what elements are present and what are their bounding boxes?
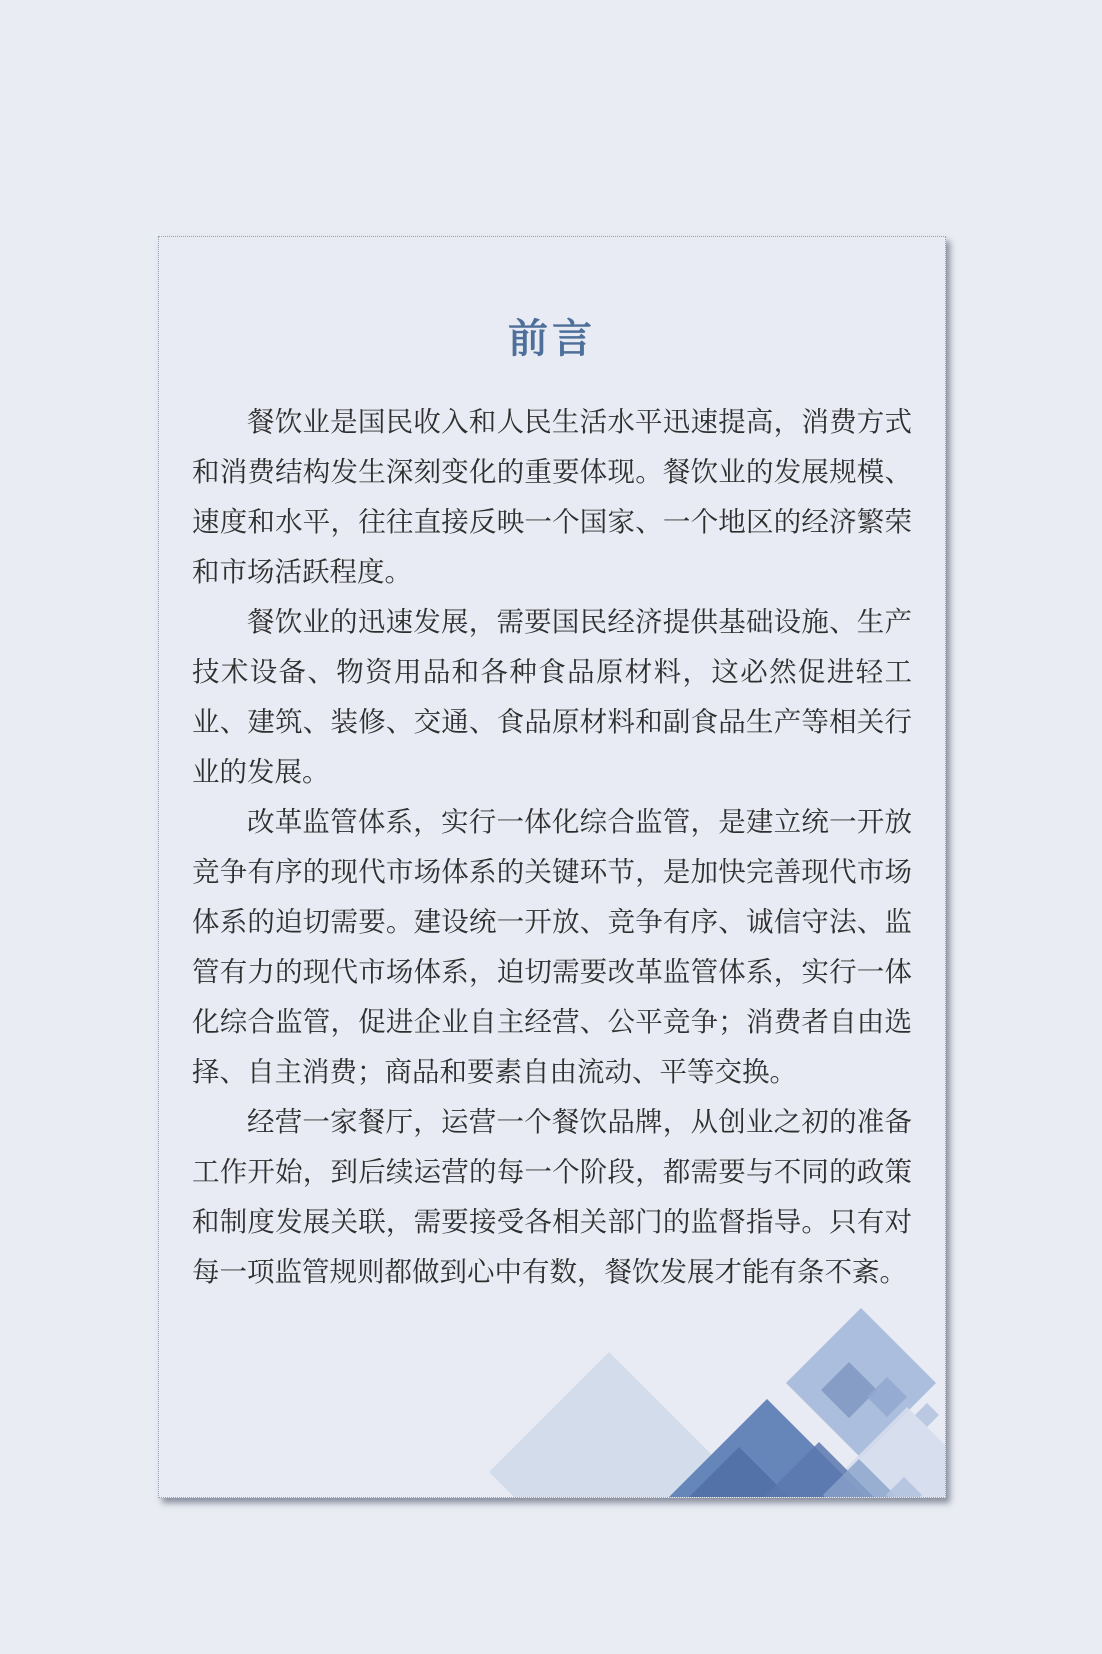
pale-diamond xyxy=(489,1352,729,1497)
paragraph-3: 改革监管体系，实行一体化综合监管，是建立统一开放竞争有序的现代市场体系的关键环节，是加快完善现代市场体系的迫切需要。建设统一开放、竞争有序、诚信守法、监管有力的现代市场体系，迫切需要改革监管体系，实行一体化综合监管，促进企业自主经营、公平竞争；消费者自由选择、自主消费；商品和要素自由流动、平等交换。 xyxy=(192,806,912,1088)
light-diamond-top xyxy=(786,1308,936,1458)
dark-diamond-inner xyxy=(689,1447,789,1497)
page-title: 前言 xyxy=(508,316,596,362)
paragraph-2: 餐饮业的迅速发展，需要国民经济提供基础设施、生产技术设备、物资用品和各种食品原材料，这必然促进轻工业、建筑、装修、交通、食品原材料和副食品生产等相关行业的发展。 xyxy=(192,606,912,788)
pale-diamond-right xyxy=(825,1407,945,1497)
mid-diamond-1 xyxy=(821,1362,877,1418)
mid-diamond-bottom xyxy=(823,1459,895,1497)
paragraph-4: 经营一家餐厅，运营一个餐饮品牌，从创业之初的准备工作开始，到后续运营的每一个阶段，都需要与不同的政策和制度发展关联，需要接受各相关部门的监督指导。只有对每一项监管规则都做到心中有数，餐饮发展才能有条不紊。 xyxy=(192,1106,912,1288)
preface-page xyxy=(158,236,946,1498)
mid-diamond-3 xyxy=(915,1403,939,1427)
dark-diamond-2 xyxy=(763,1442,875,1497)
mid-diamond-2 xyxy=(867,1377,907,1417)
preface-body xyxy=(192,397,912,1297)
paragraph-1: 餐饮业是国民收入和人民生活水平迅速提高，消费方式和消费结构发生深刻变化的重要体现。餐饮业的发展规模、速度和水平，往往直接反映一个国家、一个地区的经济繁荣和市场活跃程度。 xyxy=(192,406,912,588)
dark-diamond xyxy=(669,1399,865,1497)
pale-diamond-small xyxy=(886,1477,922,1497)
